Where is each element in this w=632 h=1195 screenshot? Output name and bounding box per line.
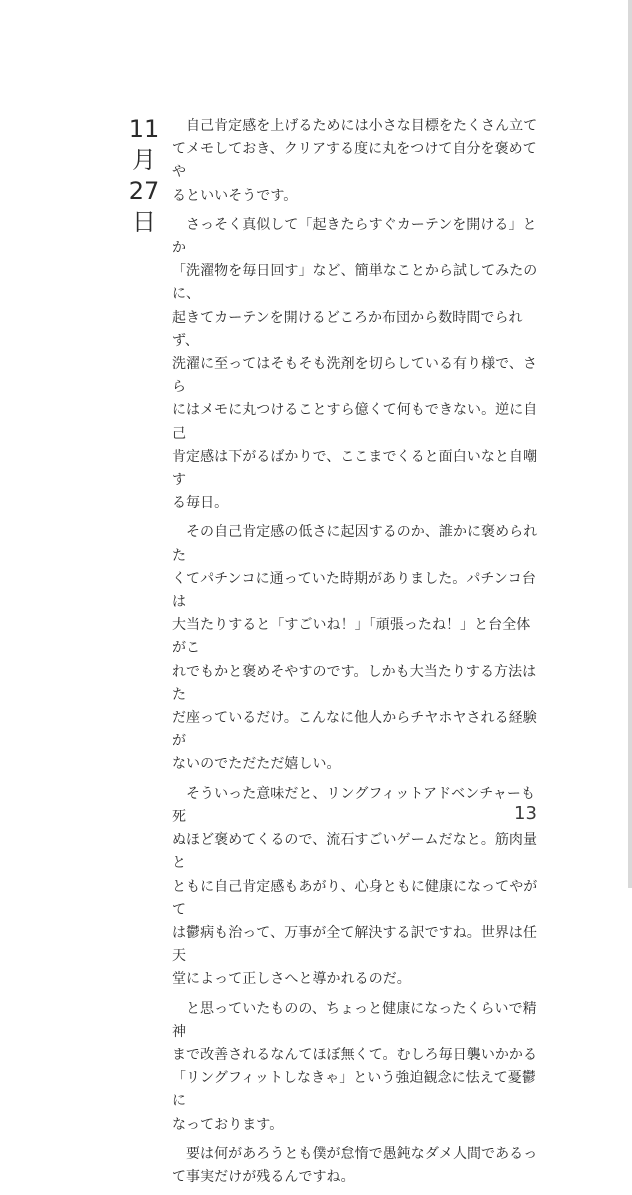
page-edge-shadow	[628, 0, 632, 888]
date-month-unit: 月	[132, 146, 156, 174]
date-month: 11	[128, 115, 160, 143]
paragraph: その自己肯定感の低さに起因するのか、誰かに褒められた くてパチンコに通っていた時期がありました。パチンコ台は 大当たりすると「すごいね！」「頑張ったね！」と台全体がこ れでもかと褒めそやすのです。しかも大当たりする方法はた だ座っているだけ。こんなに他人からチヤホヤされる経験が ないのでただただ嬉しい。	[172, 524, 538, 773]
page-number: 13	[514, 803, 537, 824]
essay-body	[172, 115, 540, 1195]
date-day-unit: 日	[132, 208, 156, 236]
paragraph: と思っていたものの、ちょっと健康になったくらいで精神 まで改善されるなんてほぼ無くて。むしろ毎日襲いかかる 「リングフィットしなきゃ」という強迫観念に怯えて憂鬱に なっております。	[172, 1000, 538, 1133]
paragraph: 自己肯定感を上げるためには小さな目標をたくさん立て てメモしておき、クリアする度に丸をつけて自分を褒めてや るといいそうです。	[172, 118, 538, 204]
paragraph: 要は何があろうとも僕が怠惰で愚鈍なダメ人間であるっ て事実だけが残るんですね。	[172, 1145, 538, 1185]
entry-date	[124, 114, 164, 238]
paragraph: そういった意味だと、リングフィットアドベンチャーも死 ぬほど褒めてくるので、流石すごいゲームだなと。筋肉量と ともに自己肯定感もあがり、心身ともに健康になってやがて は鬱病も治って、万事が全て解決する訳ですね。世界は任天 堂によって正しさへと導かれるのだ。	[172, 785, 538, 988]
paragraph: さっそく真似して「起きたらすぐカーテンを開ける」とか 「洗濯物を毎日回す」など、簡単なことから試してみたのに、 起きてカーテンを開けるどころか布団から数時間でられず、 洗濯に至ってはそもそも洗剤を切らしている有り様で、さら にはメモに丸つけることすら億くて何もできない。逆に自己 肯定感は下がるばかりで、ここまでくると面白いなと自嘲す る毎日。	[172, 216, 538, 512]
date-day: 27	[128, 177, 160, 205]
